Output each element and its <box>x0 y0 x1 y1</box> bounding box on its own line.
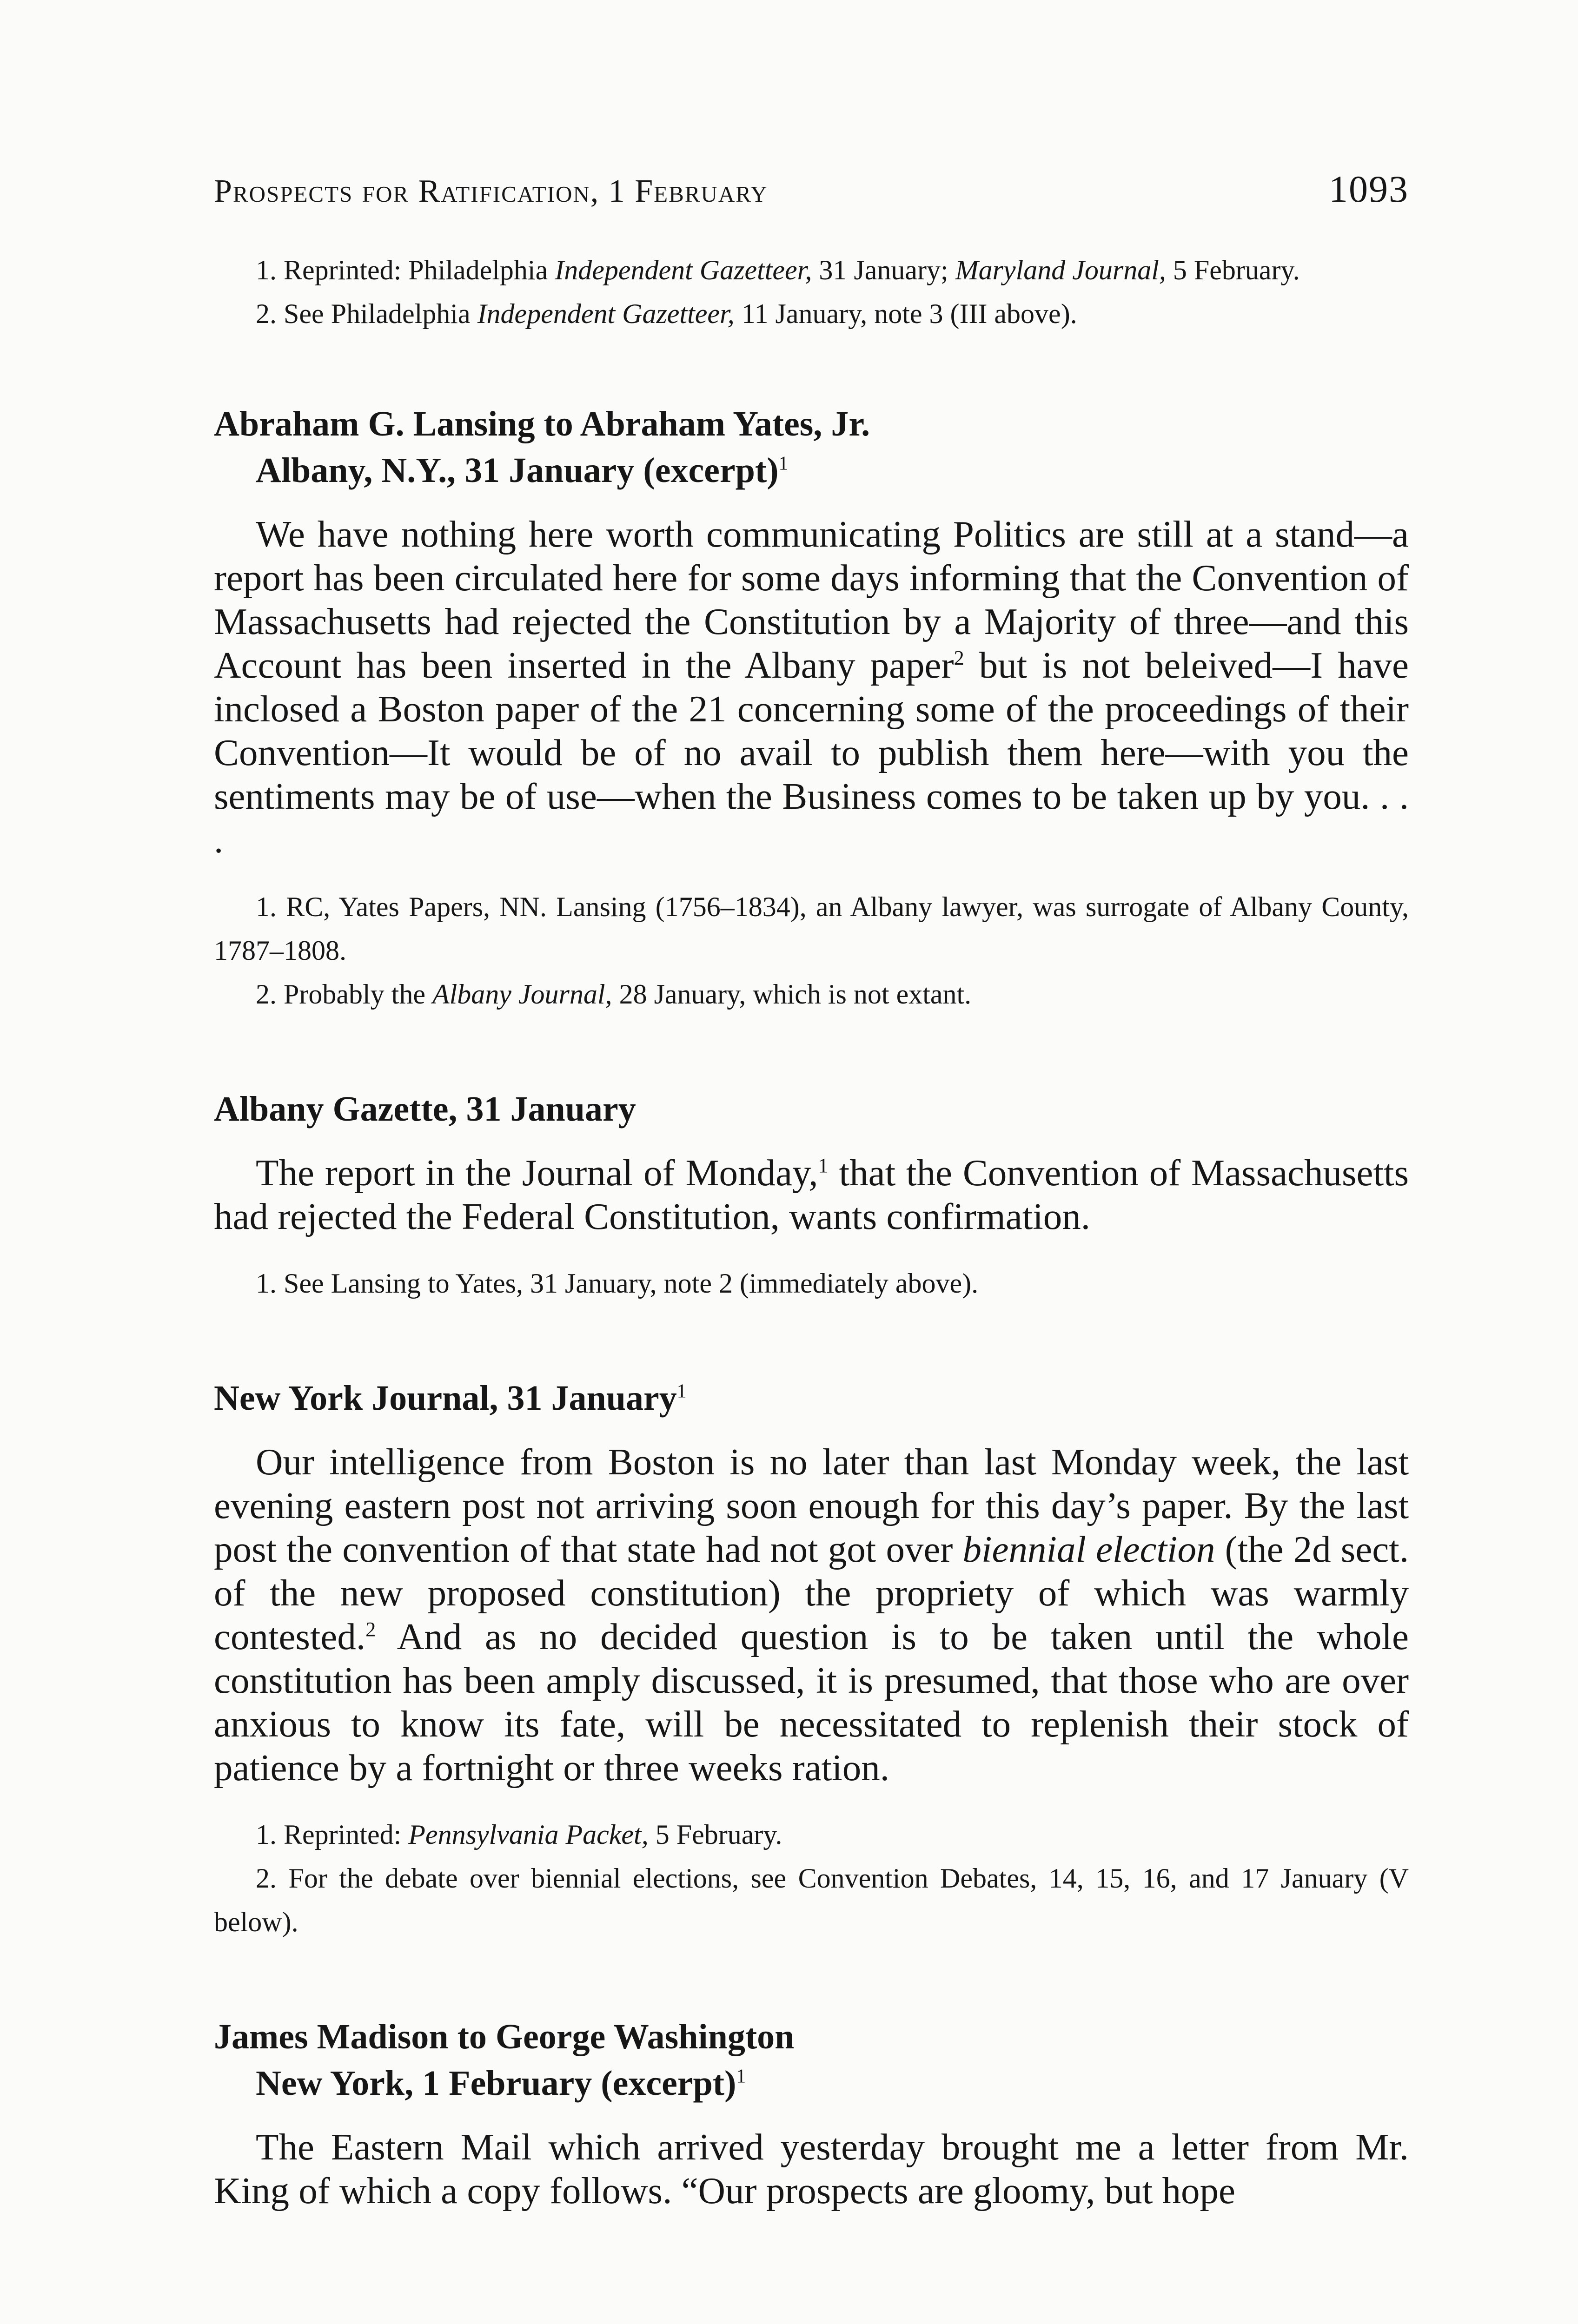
section-notes <box>214 885 1409 1016</box>
letter-text: The Eastern Mail which arrived yesterday brought me a letter from Mr. King of which a copy follows. “Our prospects are gloomy, but hope <box>214 2126 1409 2212</box>
footnote: 1. Reprinted: Philadelphia Independent Gazetteer, 31 January; Maryland Journal, 5 February. <box>256 255 1300 285</box>
heading-line: Abraham G. Lansing to Abraham Yates, Jr. <box>214 404 870 443</box>
footnote: 2. For the debate over biennial elections, see Convention Debates, 14, 15, 16, and 17 January (V below). <box>214 1863 1409 1937</box>
page-number: 1093 <box>1329 168 1409 210</box>
section-heading <box>214 1086 1409 1132</box>
newspaper-text: The report in the Journal of Monday,$^1$ that the Convention of Massachusetts had rejected the Federal Constitution, wants confirmation. <box>214 1152 1409 1237</box>
footnote: 2. See Philadelphia Independent Gazetteer, 11 January, note 3 (III above). <box>256 298 1077 329</box>
footnote: 2. Probably the Albany Journal, 28 January, which is not extant. <box>256 979 972 1010</box>
running-head-title: Prospects for Ratification, 1 February <box>214 173 768 209</box>
heading-line: New York Journal, 31 January$^1$ <box>214 1379 687 1418</box>
letter-text: We have nothing here worth communicating Politics are still at a stand—a report has been circulated here for some days informing that the Convention of Massachusetts had rejected the Constitution by a Majority of three—and this Account has been inserted in the Albany paper$^2$ but is not beleived—I have inclosed a Boston paper of the 21 concerning some of the proceedings of their Convention—It would be of no avail to publish them here—with you the sentiments may be of use—when the Business comes to be taken up by you. . . . <box>214 513 1409 861</box>
heading-line: Albany, N.Y., 31 January (excerpt)$^1$ <box>256 451 789 490</box>
newspaper-text: Our intelligence from Boston is no later than last Monday week, the last evening eastern post not arriving soon enough for this day’s paper. By the last post the convention of that state had not got over biennial election (the 2d sect. of the new proposed constitution) the propriety of which was warmly contested.$^2$ And as no decided question is to be taken until the whole constitution has been amply discussed, it is presumed, that those who are over anxious to know its fate, will be necessitated to replenish their stock of patience by a fortnight or three weeks ration. <box>214 1441 1409 1789</box>
section-heading <box>214 2014 1409 2106</box>
document-page <box>214 167 1409 2236</box>
heading-line: New York, 1 February (excerpt)$^1$ <box>256 2064 746 2103</box>
running-head <box>214 167 1409 211</box>
section-notes <box>214 1261 1409 1305</box>
footnote: 1. See Lansing to Yates, 31 January, note 2 (immediately above). <box>256 1268 979 1299</box>
heading-line: James Madison to George Washington <box>214 2017 795 2056</box>
footnote: 1. Reprinted: Pennsylvania Packet, 5 February. <box>256 1819 782 1850</box>
section-heading <box>214 401 1409 494</box>
section-heading <box>214 1375 1409 1421</box>
previous-section-notes <box>214 248 1409 336</box>
footnote: 1. RC, Yates Papers, NN. Lansing (1756–1834), an Albany lawyer, was surrogate of Albany County, 1787–1808. <box>214 891 1409 966</box>
section-notes <box>214 1813 1409 1944</box>
heading-line: Albany Gazette, 31 January <box>214 1089 636 1129</box>
